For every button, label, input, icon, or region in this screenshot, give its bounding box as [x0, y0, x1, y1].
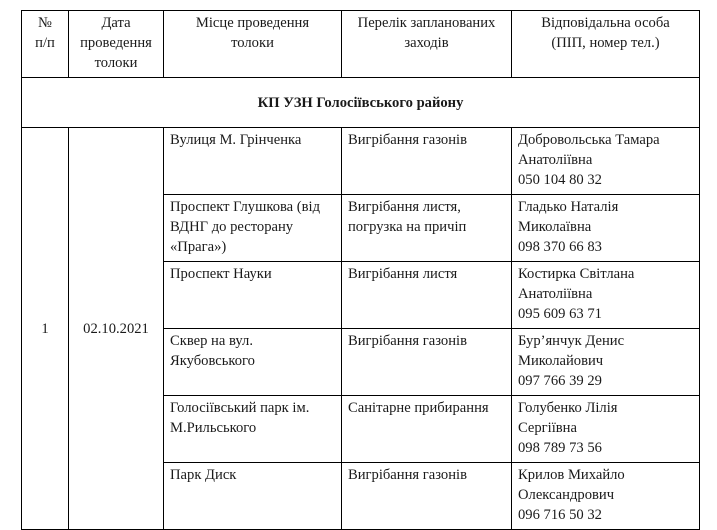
section-row	[22, 78, 700, 128]
person-surname: Гладько Наталія	[518, 199, 619, 215]
place-text: Парк Диск	[170, 467, 237, 483]
activity-text: Вигрібання листя	[348, 266, 458, 282]
person-phone: 050 104 80 32	[518, 172, 602, 188]
activity-text: погрузка на причіп	[348, 219, 467, 235]
place-cell	[164, 396, 342, 463]
activity-text: Вигрібання листя,	[348, 199, 461, 215]
person-phone: 098 789 73 56	[518, 440, 602, 456]
place-cell	[164, 195, 342, 262]
person-phone: 098 370 66 83	[518, 239, 602, 255]
person-surname: Добровольська Тамара	[518, 132, 660, 148]
person-patronymic: Олександрович	[518, 487, 615, 503]
header-row	[22, 11, 700, 78]
place-text: Якубовського	[170, 353, 255, 369]
activity-text: Санітарне прибирання	[348, 400, 489, 416]
person-phone: 096 716 50 32	[518, 507, 602, 523]
header-responsible	[512, 11, 700, 78]
header-date	[69, 11, 164, 78]
group-date: 02.10.2021	[69, 128, 164, 530]
activity-text: Вигрібання газонів	[348, 333, 467, 349]
person-cell	[512, 329, 700, 396]
person-patronymic: Сергіївна	[518, 420, 577, 436]
person-patronymic: Анатоліївна	[518, 152, 593, 168]
person-phone: 095 609 63 71	[518, 306, 602, 322]
place-cell	[164, 463, 342, 530]
activity-text: Вигрібання газонів	[348, 132, 467, 148]
person-cell	[512, 463, 700, 530]
person-surname: Костирка Світлана	[518, 266, 635, 282]
header-text: толоки	[94, 55, 138, 71]
place-cell	[164, 128, 342, 195]
events-table	[21, 10, 700, 530]
section-title: КП УЗН Голосіївського району	[22, 78, 700, 128]
person-patronymic: Миколаївна	[518, 219, 592, 235]
activity-text: Вигрібання газонів	[348, 467, 467, 483]
activity-cell	[342, 195, 512, 262]
header-text: п/п	[35, 35, 55, 51]
place-text: ВДНГ до ресторану	[170, 219, 294, 235]
person-cell	[512, 128, 700, 195]
table-row	[22, 128, 700, 195]
header-activities	[342, 11, 512, 78]
header-text: проведення	[80, 35, 152, 51]
place-text: Сквер на вул.	[170, 333, 253, 349]
header-text: (ПІП, номер тел.)	[551, 35, 660, 51]
person-surname: Голубенко Лілія	[518, 400, 618, 416]
person-cell	[512, 262, 700, 329]
person-cell	[512, 195, 700, 262]
header-number	[22, 11, 69, 78]
activity-cell	[342, 463, 512, 530]
place-text: Голосіївський парк ім.	[170, 400, 310, 416]
place-text: Проспект Глушкова (від	[170, 199, 321, 215]
header-text: Відповідальна особа	[541, 15, 670, 31]
person-patronymic: Анатоліївна	[518, 286, 593, 302]
place-text: Проспект Науки	[170, 266, 272, 282]
activity-cell	[342, 329, 512, 396]
header-text: №	[38, 15, 52, 31]
header-text: Місце проведення	[195, 15, 310, 31]
header-text: толоки	[231, 35, 274, 51]
activity-cell	[342, 128, 512, 195]
place-text: «Прага»)	[170, 239, 227, 255]
person-surname: Бур’янчук Денис	[518, 333, 625, 349]
activity-cell	[342, 262, 512, 329]
person-cell	[512, 396, 700, 463]
person-surname: Крилов Михайло	[518, 467, 625, 483]
activity-cell	[342, 396, 512, 463]
person-patronymic: Миколайович	[518, 353, 604, 369]
place-text: М.Рильського	[170, 420, 257, 436]
header-text: Перелік запланованих	[357, 15, 496, 31]
header-text: Дата	[101, 15, 131, 31]
place-cell	[164, 262, 342, 329]
person-phone: 097 766 39 29	[518, 373, 602, 389]
group-number: 1	[22, 128, 69, 530]
place-cell	[164, 329, 342, 396]
header-text: заходів	[404, 35, 449, 51]
header-place	[164, 11, 342, 78]
place-text: Вулиця М. Грінченка	[170, 132, 302, 148]
